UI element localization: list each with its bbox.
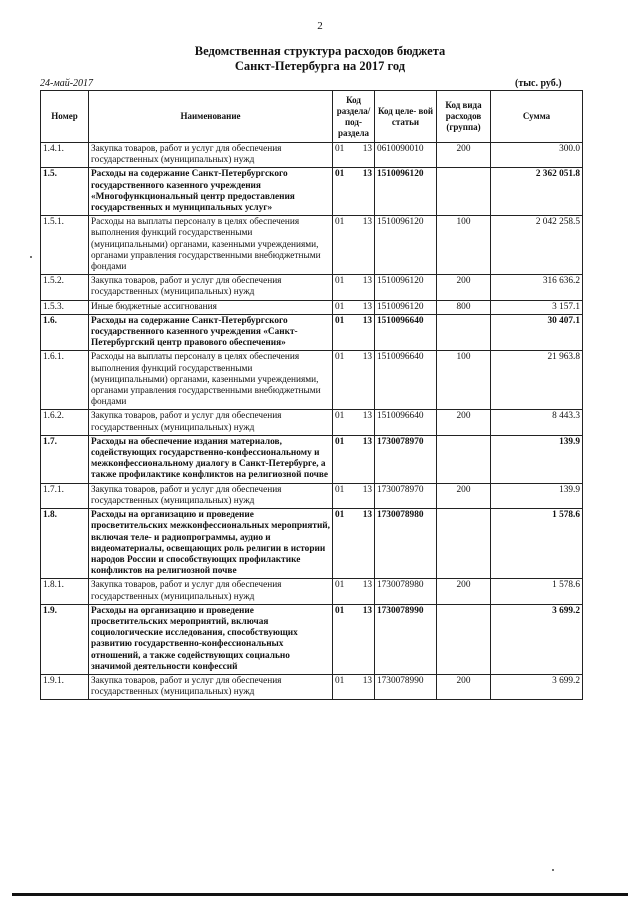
row-target-code: 1510096120 bbox=[375, 216, 437, 275]
row-name: Закупка товаров, работ и услуг для обеспечения государственных (муниципальных) нужд bbox=[89, 143, 333, 168]
row-section-code bbox=[333, 579, 375, 604]
row-expense-type: 200 bbox=[437, 579, 491, 604]
row-name: Закупка товаров, работ и услуг для обеспечения государственных (муниципальных) нужд bbox=[89, 579, 333, 604]
row-name: Расходы на содержание Санкт-Петербургского государственного казенного учреждения «Многофункциональный центр предоставления государственных и муниципальных услуг» bbox=[89, 168, 333, 216]
title-line-2: Санкт-Петербурга на 2017 год bbox=[234, 59, 406, 73]
row-expense-type: 200 bbox=[437, 674, 491, 699]
section-code: 01 bbox=[335, 169, 345, 180]
section-code: 01 bbox=[335, 484, 345, 495]
row-name: Расходы на организацию и проведение просветительских межконфессиональных мероприятий, включая теле- и радиопрограммы, аудио и видеоматериалы, освещающих роль религии в истории народов России и способствующих профилактике конфликтов на религиозной почве bbox=[89, 509, 333, 579]
subsection-code: 13 bbox=[362, 144, 372, 154]
row-sum: 8 443.3 bbox=[491, 410, 583, 435]
header-expense-type: Код вида расходов (группа) bbox=[437, 91, 491, 143]
table-row bbox=[41, 435, 583, 483]
row-sum: 1 578.6 bbox=[491, 579, 583, 604]
row-target-code: 1730078990 bbox=[375, 604, 437, 674]
row-section-code bbox=[333, 351, 375, 410]
table-row bbox=[41, 300, 583, 314]
row-target-code: 1730078980 bbox=[375, 579, 437, 604]
page-bottom-edge bbox=[12, 893, 628, 896]
subsection-code: 13 bbox=[362, 436, 372, 447]
row-target-code: 1510096640 bbox=[375, 410, 437, 435]
row-number: 1.9.1. bbox=[41, 674, 89, 699]
subsection-code: 13 bbox=[362, 411, 372, 422]
row-expense-type: 100 bbox=[437, 351, 491, 410]
row-number: 1.6.2. bbox=[41, 410, 89, 435]
row-target-code: 1510096120 bbox=[375, 300, 437, 314]
row-name: Закупка товаров, работ и услуг для обеспечения государственных (муниципальных) нужд bbox=[89, 674, 333, 699]
subsection-code: 13 bbox=[362, 484, 372, 495]
row-target-code: 1510096640 bbox=[375, 351, 437, 410]
title-line-1: Ведомственная структура расходов бюджета bbox=[194, 44, 446, 58]
row-number: 1.5.3. bbox=[41, 300, 89, 314]
subsection-code: 13 bbox=[362, 580, 372, 591]
row-section-code bbox=[333, 604, 375, 674]
row-expense-type: 200 bbox=[437, 483, 491, 508]
row-number: 1.7. bbox=[41, 435, 89, 483]
scan-speck bbox=[30, 256, 32, 258]
row-sum: 21 963.8 bbox=[491, 351, 583, 410]
row-sum: 139.9 bbox=[491, 435, 583, 483]
subsection-code: 13 bbox=[362, 315, 372, 326]
subsection-code: 13 bbox=[362, 605, 372, 616]
row-expense-type bbox=[437, 314, 491, 351]
row-number: 1.6. bbox=[41, 314, 89, 351]
row-expense-type bbox=[437, 604, 491, 674]
row-sum: 1 578.6 bbox=[491, 509, 583, 579]
document-date: 24-май-2017 bbox=[40, 78, 94, 89]
section-code: 01 bbox=[335, 605, 345, 616]
section-code: 01 bbox=[335, 315, 345, 326]
table-row bbox=[41, 351, 583, 410]
row-expense-type: 100 bbox=[437, 216, 491, 275]
table-row bbox=[41, 143, 583, 168]
row-number: 1.9. bbox=[41, 604, 89, 674]
subsection-code: 13 bbox=[362, 510, 372, 521]
row-target-code: 1510096640 bbox=[375, 314, 437, 351]
row-target-code: 1730078970 bbox=[375, 483, 437, 508]
row-number: 1.7.1. bbox=[41, 483, 89, 508]
row-section-code bbox=[333, 314, 375, 351]
header-sum: Сумма bbox=[491, 91, 583, 143]
row-target-code: 1510096120 bbox=[375, 275, 437, 300]
section-code: 01 bbox=[335, 580, 345, 591]
row-name: Расходы на выплаты персоналу в целях обеспечения выполнения функций государственными (муниципальными) органами, казенными учреждениями, органами управления государственными внебюджетными фондами bbox=[89, 351, 333, 410]
header-number: Номер bbox=[41, 91, 89, 143]
row-sum: 139.9 bbox=[491, 483, 583, 508]
page-number: 2 bbox=[317, 20, 323, 32]
row-expense-type bbox=[437, 435, 491, 483]
row-section-code bbox=[333, 483, 375, 508]
document-title bbox=[0, 44, 640, 74]
section-code: 01 bbox=[335, 675, 345, 686]
row-expense-type: 800 bbox=[437, 300, 491, 314]
section-code: 01 bbox=[335, 352, 345, 363]
table-header bbox=[41, 91, 583, 143]
row-name: Закупка товаров, работ и услуг для обеспечения государственных (муниципальных) нужд bbox=[89, 483, 333, 508]
table-row bbox=[41, 483, 583, 508]
row-sum: 3 699.2 bbox=[491, 604, 583, 674]
row-number: 1.8. bbox=[41, 509, 89, 579]
row-section-code bbox=[333, 168, 375, 216]
table-row bbox=[41, 410, 583, 435]
row-section-code bbox=[333, 509, 375, 579]
row-target-code: 1730078990 bbox=[375, 674, 437, 699]
row-sum: 300.0 bbox=[491, 143, 583, 168]
row-name: Иные бюджетные ассигнования bbox=[89, 300, 333, 314]
row-target-code: 1510096120 bbox=[375, 168, 437, 216]
header-section: Код раздела/ под- раздела bbox=[333, 91, 375, 143]
units-label: (тыс. руб.) bbox=[515, 78, 562, 89]
row-section-code bbox=[333, 435, 375, 483]
table-row bbox=[41, 604, 583, 674]
row-section-code bbox=[333, 275, 375, 300]
table-row bbox=[41, 314, 583, 351]
row-section-code bbox=[333, 300, 375, 314]
row-sum: 2 042 258.5 bbox=[491, 216, 583, 275]
row-name: Расходы на обеспечение издания материалов, содействующих государственно-конфессиональному и межконфессиональному диалогу в Санкт-Петербурге, а также профилактике конфликтов на религиозной почве bbox=[89, 435, 333, 483]
row-name: Расходы на выплаты персоналу в целях обеспечения выполнения функций государственными (муниципальными) органами, казенными учреждениями, органами управления государственными внебюджетными фондами bbox=[89, 216, 333, 275]
row-sum: 30 407.1 bbox=[491, 314, 583, 351]
row-expense-type bbox=[437, 168, 491, 216]
table-row bbox=[41, 168, 583, 216]
budget-table bbox=[40, 90, 583, 700]
row-section-code bbox=[333, 143, 375, 168]
scan-speck bbox=[552, 869, 554, 871]
row-number: 1.5.1. bbox=[41, 216, 89, 275]
table-row bbox=[41, 275, 583, 300]
row-name: Закупка товаров, работ и услуг для обеспечения государственных (муниципальных) нужд bbox=[89, 410, 333, 435]
row-number: 1.6.1. bbox=[41, 351, 89, 410]
row-target-code: 0610090010 bbox=[375, 143, 437, 168]
section-code: 01 bbox=[335, 217, 345, 228]
table-row bbox=[41, 674, 583, 699]
section-code: 01 bbox=[335, 301, 345, 312]
row-number: 1.8.1. bbox=[41, 579, 89, 604]
table-row bbox=[41, 509, 583, 579]
row-section-code bbox=[333, 216, 375, 275]
row-name: Расходы на содержание Санкт-Петербургского государственного казенного учреждения «Санкт-Петербургский центр правового обеспечения» bbox=[89, 314, 333, 351]
row-sum: 3 699.2 bbox=[491, 674, 583, 699]
table-body bbox=[41, 143, 583, 700]
subsection-code: 13 bbox=[362, 169, 372, 180]
row-section-code bbox=[333, 410, 375, 435]
row-name: Закупка товаров, работ и услуг для обеспечения государственных (муниципальных) нужд bbox=[89, 275, 333, 300]
subsection-code: 13 bbox=[362, 352, 372, 363]
subsection-code: 13 bbox=[362, 675, 372, 686]
row-number: 1.5. bbox=[41, 168, 89, 216]
subsection-code: 13 bbox=[362, 276, 372, 287]
header-target: Код целе- вой статьи bbox=[375, 91, 437, 143]
section-code: 01 bbox=[335, 144, 345, 154]
row-expense-type: 200 bbox=[437, 143, 491, 168]
section-code: 01 bbox=[335, 276, 345, 287]
row-sum: 2 362 051.8 bbox=[491, 168, 583, 216]
table-row bbox=[41, 579, 583, 604]
row-expense-type: 200 bbox=[437, 275, 491, 300]
row-target-code: 1730078980 bbox=[375, 509, 437, 579]
subsection-code: 13 bbox=[362, 301, 372, 312]
row-target-code: 1730078970 bbox=[375, 435, 437, 483]
row-expense-type: 200 bbox=[437, 410, 491, 435]
table-row bbox=[41, 216, 583, 275]
subsection-code: 13 bbox=[362, 217, 372, 228]
row-name: Расходы на организацию и проведение просветительских мероприятий, включая социологические исследования, способствующих развитию государственно-конфессиональных отношений, а также содействующих социально значимой деятельности конфессий bbox=[89, 604, 333, 674]
row-section-code bbox=[333, 674, 375, 699]
row-sum: 3 157.1 bbox=[491, 300, 583, 314]
row-sum: 316 636.2 bbox=[491, 275, 583, 300]
header-name: Наименование bbox=[89, 91, 333, 143]
row-number: 1.5.2. bbox=[41, 275, 89, 300]
section-code: 01 bbox=[335, 411, 345, 422]
row-number: 1.4.1. bbox=[41, 143, 89, 168]
section-code: 01 bbox=[335, 436, 345, 447]
section-code: 01 bbox=[335, 510, 345, 521]
row-expense-type bbox=[437, 509, 491, 579]
